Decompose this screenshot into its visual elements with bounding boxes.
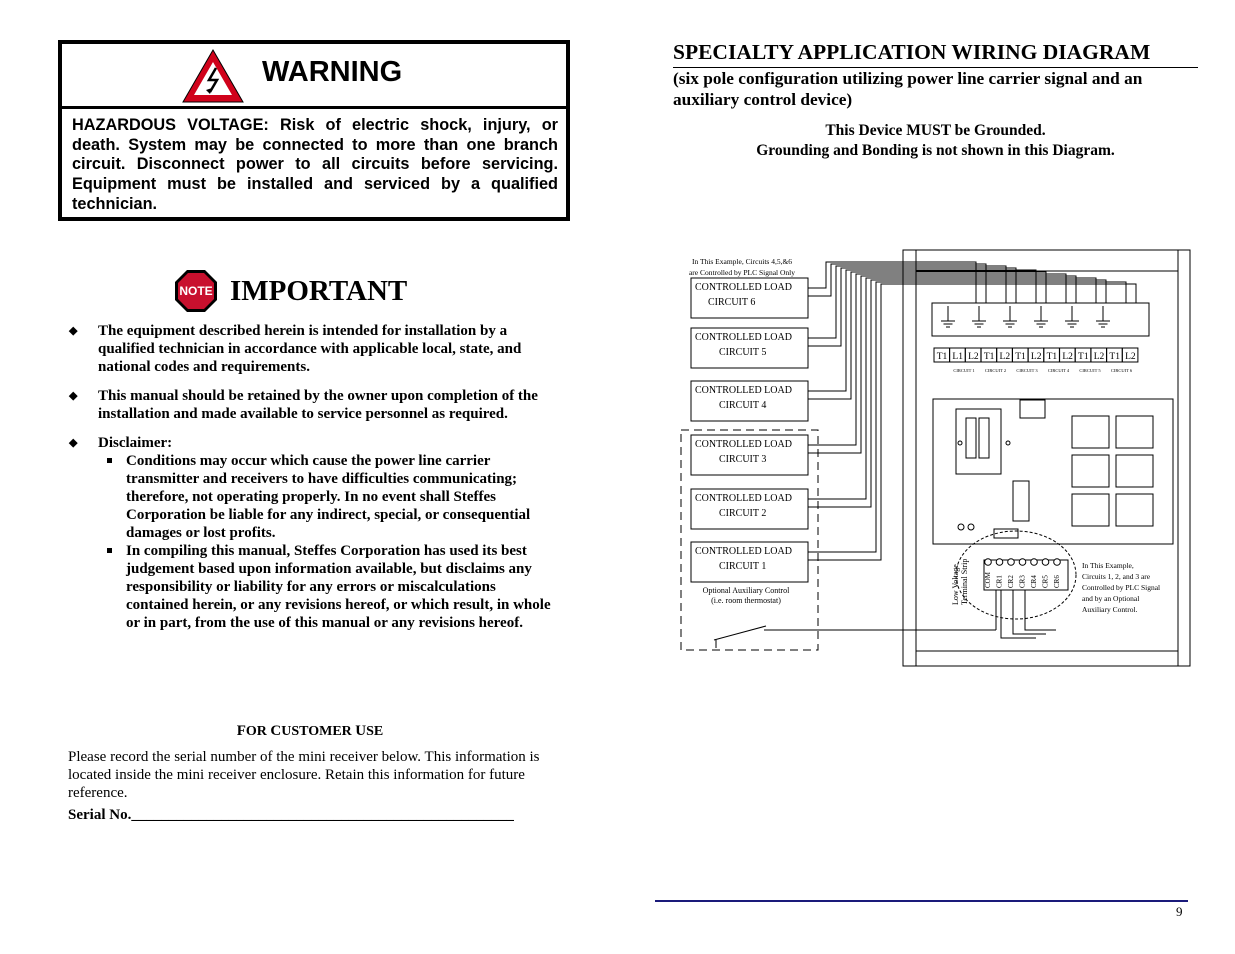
terminal-label: T1 xyxy=(983,352,995,362)
warning-header xyxy=(62,44,566,109)
controlled-load-box xyxy=(691,489,808,529)
list-item: In compiling this manual, Steffes Corporation has used its best judgement based upon information available, but disclaims any responsibility or liability for any errors or miscalculations contained herein, or any revisions hereof, or which result, in whole or in part, from the use of this manual or any revisions hereof. xyxy=(98,542,560,632)
lv-terminal-label: COM xyxy=(984,572,992,588)
controlled-load-box xyxy=(691,542,808,582)
disclaimer-list xyxy=(98,452,560,632)
aux-note-line: Circuits 1, 2, and 3 are xyxy=(1082,572,1151,581)
list-item: ◆ The equipment described herein is intended for installation by a qualified technician in accordance with applicable local, state, and national codes and requirements. xyxy=(69,323,522,375)
terminal-label: L2 xyxy=(968,352,979,362)
important-title: IMPORTANT xyxy=(230,275,408,307)
load-circuit: CIRCUIT 3 xyxy=(719,454,767,465)
ground-symbol-icon xyxy=(1034,306,1048,327)
plc-note: are Controlled by PLC Signal Only xyxy=(688,268,796,277)
terminal-circuit-label: CIRCUIT 1 xyxy=(953,368,975,373)
ground-symbol-icon xyxy=(1003,306,1017,327)
lv-terminal-label: CR5 xyxy=(1041,575,1050,588)
aux-wire xyxy=(1001,590,1036,638)
terminal-label: L2 xyxy=(1093,352,1105,362)
diamond-bullet-icon: ◆ xyxy=(69,390,78,402)
terminal-label: L1 xyxy=(952,352,963,362)
footer-rule xyxy=(655,900,1188,902)
aux-control-label: (i.e. room thermostat) xyxy=(711,596,781,605)
warning-text: HAZARDOUS VOLTAGE: Risk of electric shock, injury, or death. System may be connected to more than one branch circuit. Disconnect power to all circuits before servicing. Equipment must be installed and serviced by a qualified technician. xyxy=(72,116,558,213)
lv-terminal-label: CR6 xyxy=(1053,575,1061,588)
terminal-label: T1 xyxy=(1046,352,1058,362)
terminal-label: L2 xyxy=(1030,352,1042,362)
aux-note-line: Controlled by PLC Signal xyxy=(1082,583,1161,592)
load-label: CONTROLLED LOAD xyxy=(695,282,792,293)
terminal-label: T1 xyxy=(1109,352,1120,362)
terminal-label: T1 xyxy=(936,352,948,362)
list-item: Conditions may occur which cause the power line carrier transmitter and receivers to have difficulties communicating; therefore, not operating properly. In no event shall Steffes Corporation be liable for any indirect, special, or consequential damages or lost profits. xyxy=(98,452,560,542)
load-circuit: CIRCUIT 6 xyxy=(708,297,756,308)
square-bullet-icon xyxy=(107,548,112,553)
lv-terminal-label: CR1 xyxy=(995,575,1004,588)
ground-symbol-icon xyxy=(941,306,955,327)
terminal-label: L2 xyxy=(1125,352,1136,362)
ground-symbol-icon xyxy=(972,306,986,327)
terminal-label: T1 xyxy=(1078,352,1089,362)
diagram-subtitle: (six pole configuration utilizing power line carrier signal and an auxiliary control device) xyxy=(673,69,1143,109)
load-label: CONTROLLED LOAD xyxy=(695,439,792,450)
load-wire xyxy=(808,280,1106,507)
terminal-label: L2 xyxy=(999,352,1011,362)
note-stop-icon xyxy=(174,269,218,313)
lv-terminal-label: CR4 xyxy=(1030,575,1038,588)
terminal-label: L2 xyxy=(1062,352,1073,362)
list-item: ◆ This manual should be retained by the owner upon completion of the installation and made available to service personnel as required. xyxy=(69,388,538,422)
ground-symbol-icon xyxy=(1096,306,1110,327)
aux-note-line: and by an Optional xyxy=(1082,594,1140,603)
lv-terminal-label: CR3 xyxy=(1018,575,1027,588)
terminal-circuit-label: CIRCUIT 3 xyxy=(1016,368,1038,373)
controlled-load-box xyxy=(691,278,808,318)
lv-strip-label: Low Voltage xyxy=(951,564,960,605)
controlled-load-box xyxy=(691,435,808,475)
load-circuit: CIRCUIT 4 xyxy=(719,400,767,411)
ground-symbol-icon xyxy=(1065,306,1079,327)
load-label: CONTROLLED LOAD xyxy=(695,332,792,343)
grounding-note: This Device MUST be Grounded. Grounding and Bonding is not shown in this Diagram. xyxy=(756,122,1115,159)
diamond-bullet-icon: ◆ xyxy=(69,325,78,337)
load-label: CONTROLLED LOAD xyxy=(695,385,792,396)
load-circuit: CIRCUIT 1 xyxy=(719,561,767,572)
terminal-label: T1 xyxy=(1015,352,1026,362)
plc-note: In This Example, Circuits 4,5,&6 xyxy=(691,257,793,266)
wiring-diagram xyxy=(676,248,1196,670)
diamond-bullet-icon: ◆ xyxy=(69,437,78,449)
warning-title: WARNING xyxy=(262,56,403,88)
terminal-circuit-label: CIRCUIT 6 xyxy=(1110,368,1133,373)
square-bullet-icon xyxy=(107,458,112,463)
load-circuit: CIRCUIT 5 xyxy=(719,347,767,358)
load-label: CONTROLLED LOAD xyxy=(695,546,792,557)
serial-number-line: Serial No.___________________________________________________ xyxy=(68,807,514,823)
warning-box xyxy=(58,40,570,221)
important-list xyxy=(68,322,560,643)
high-voltage-warning-icon xyxy=(180,47,246,105)
load-circuit: CIRCUIT 2 xyxy=(719,508,767,519)
customer-use-text: Please record the serial number of the mini receiver below. This information is located inside the mini receiver enclosure. Retain this information for future reference. xyxy=(68,749,540,801)
controlled-load-box xyxy=(691,328,808,368)
terminal-circuit-label: CIRCUIT 2 xyxy=(984,368,1007,373)
aux-note-line: Auxiliary Control. xyxy=(1082,605,1138,614)
lv-strip-label: Terminal Strip xyxy=(960,558,969,605)
disclaimer-label: Disclaimer: xyxy=(98,435,173,451)
note-badge-text: NOTE xyxy=(179,284,213,298)
aux-control-label: Optional Auxiliary Control xyxy=(702,586,790,595)
terminal-circuit-label: CIRCUIT 4 xyxy=(1047,368,1070,373)
diagram-title: SPECIALTY APPLICATION WIRING DIAGRAM xyxy=(673,40,1151,64)
load-label: CONTROLLED LOAD xyxy=(695,493,792,504)
aux-note-line: In This Example, xyxy=(1082,561,1134,570)
lv-terminal-label: CR2 xyxy=(1007,575,1015,588)
list-item xyxy=(68,434,560,632)
page-number: 9 xyxy=(1176,904,1183,919)
customer-use-heading: FOR CUSTOMER USE xyxy=(236,723,384,739)
terminal-circuit-label: CIRCUIT 5 xyxy=(1079,368,1101,373)
load-wire xyxy=(808,284,1136,560)
controlled-load-box xyxy=(691,381,808,421)
aux-wire xyxy=(1013,590,1046,634)
